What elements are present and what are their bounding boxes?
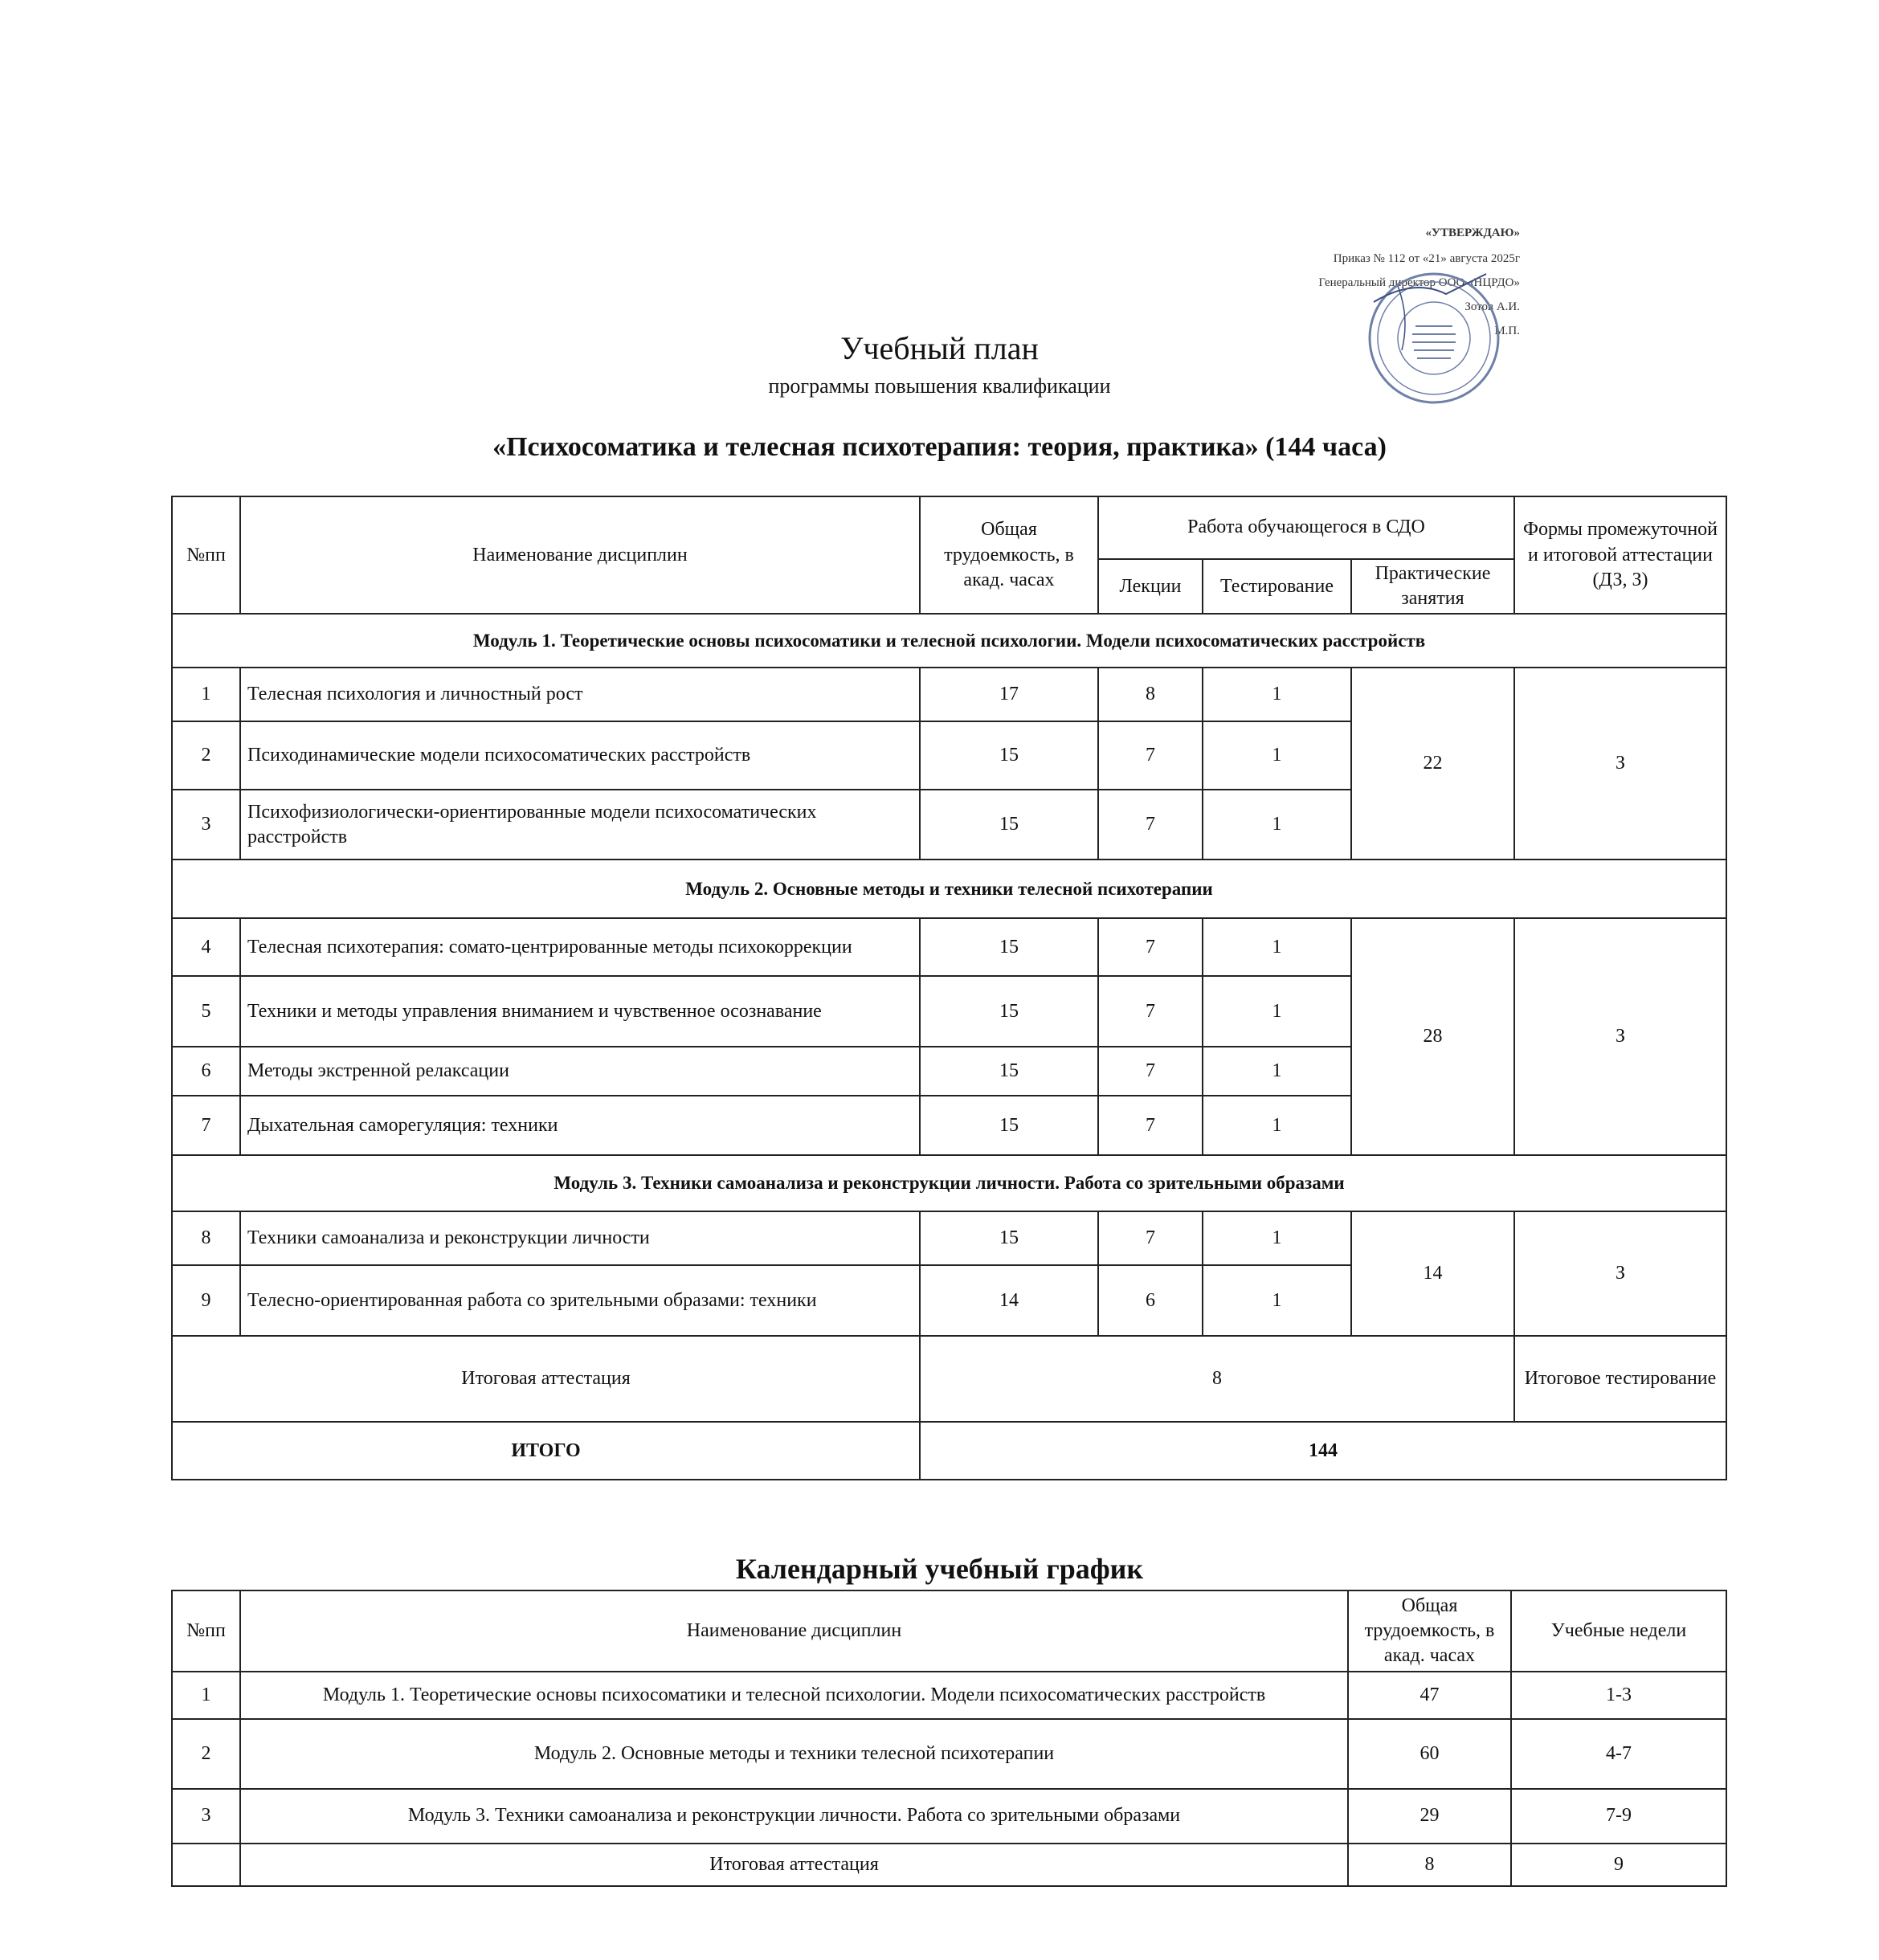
module-practice: 22 — [1351, 668, 1514, 860]
module-row — [172, 860, 1726, 918]
schedule-name: Итоговая аттестация — [240, 1844, 1348, 1886]
schedule-total: 8 — [1348, 1844, 1511, 1886]
schedule-num: 2 — [172, 1719, 240, 1789]
header-num: №пп — [172, 496, 240, 614]
approval-order: Приказ № 112 от «21» августа 2025г — [1333, 252, 1520, 265]
study-plan-table — [171, 496, 1727, 1480]
row-total: 15 — [920, 1047, 1098, 1096]
row-name: Техники самоанализа и реконструкции личности — [240, 1211, 920, 1265]
program-name: «Психосоматика и телесная психотерапия: теория, практика» (144 часа) — [492, 432, 1387, 462]
schedule-title: Календарный учебный график — [735, 1553, 1144, 1585]
row-testing: 1 — [1203, 668, 1351, 721]
schedule-header-row — [172, 1590, 1726, 1672]
row-lectures: 7 — [1098, 1096, 1203, 1155]
row-name: Телесная психотерапия: сомато-центрированные методы психокоррекции — [240, 918, 920, 976]
module-row — [172, 1155, 1726, 1211]
total-label: ИТОГО — [172, 1422, 920, 1480]
row-total: 15 — [920, 721, 1098, 790]
calendar-schedule-table — [171, 1590, 1727, 1887]
schedule-header-name: Наименование дисциплин — [240, 1590, 1348, 1672]
header-forms: Формы промежуточной и итоговой аттестации (ДЗ, З) — [1514, 496, 1726, 614]
schedule-weeks: 4-7 — [1511, 1719, 1726, 1789]
total-hours: 144 — [920, 1422, 1726, 1480]
table-row — [172, 1211, 1726, 1265]
table-row — [172, 918, 1726, 976]
schedule-header-total: Общая трудоемкость, в акад. часах — [1348, 1590, 1511, 1672]
schedule-row — [172, 1719, 1726, 1789]
row-total: 15 — [920, 790, 1098, 860]
header-testing: Тестирование — [1203, 559, 1351, 614]
approval-position: Генеральный директор ООО «НЦРДО» — [1318, 276, 1520, 289]
row-testing: 1 — [1203, 1265, 1351, 1336]
module-practice: 14 — [1351, 1211, 1514, 1336]
row-lectures: 6 — [1098, 1265, 1203, 1336]
row-testing: 1 — [1203, 1047, 1351, 1096]
row-total: 17 — [920, 668, 1098, 721]
module-title: Модуль 2. Основные методы и техники телесной психотерапии — [172, 860, 1726, 918]
row-lectures: 7 — [1098, 721, 1203, 790]
row-num: 5 — [172, 976, 240, 1047]
row-total: 15 — [920, 976, 1098, 1047]
final-form: Итоговое тестирование — [1514, 1336, 1726, 1422]
row-testing: 1 — [1203, 790, 1351, 860]
header-row — [172, 496, 1726, 559]
row-lectures: 7 — [1098, 790, 1203, 860]
schedule-total: 60 — [1348, 1719, 1511, 1789]
schedule-name: Модуль 3. Техники самоанализа и реконструкции личности. Работа со зрительными образами — [240, 1789, 1348, 1844]
row-testing: 1 — [1203, 1096, 1351, 1155]
row-name: Телесная психология и личностный рост — [240, 668, 920, 721]
row-name: Телесно-ориентированная работа со зрительными образами: техники — [240, 1265, 920, 1336]
schedule-num: 3 — [172, 1789, 240, 1844]
row-testing: 1 — [1203, 918, 1351, 976]
header-lectures: Лекции — [1098, 559, 1203, 614]
row-num: 1 — [172, 668, 240, 721]
row-lectures: 7 — [1098, 1211, 1203, 1265]
schedule-num — [172, 1844, 240, 1886]
final-label: Итоговая аттестация — [172, 1336, 920, 1422]
row-total: 15 — [920, 1211, 1098, 1265]
row-testing: 1 — [1203, 1211, 1351, 1265]
schedule-row — [172, 1672, 1726, 1719]
document-title: Учебный план — [840, 330, 1039, 366]
module-title: Модуль 3. Техники самоанализа и реконструкции личности. Работа со зрительными образами — [172, 1155, 1726, 1211]
header-total-hours: Общая трудоемкость, в акад. часах — [920, 496, 1098, 614]
schedule-name: Модуль 2. Основные методы и техники телесной психотерапии — [240, 1719, 1348, 1789]
row-num: 2 — [172, 721, 240, 790]
header-practice: Практические занятия — [1351, 559, 1514, 614]
final-attestation-row — [172, 1336, 1726, 1422]
row-testing: 1 — [1203, 721, 1351, 790]
approval-seal-mark: М.П. — [1494, 325, 1520, 337]
module-form: З — [1514, 668, 1726, 860]
row-name: Психофизиологически-ориентированные модели психосоматических расстройств — [240, 790, 920, 860]
row-num: 7 — [172, 1096, 240, 1155]
row-num: 9 — [172, 1265, 240, 1336]
row-testing: 1 — [1203, 976, 1351, 1047]
module-form: З — [1514, 918, 1726, 1155]
header-name: Наименование дисциплин — [240, 496, 920, 614]
schedule-row — [172, 1789, 1726, 1844]
schedule-header-num: №пп — [172, 1590, 240, 1672]
schedule-weeks: 1-3 — [1511, 1672, 1726, 1719]
row-num: 3 — [172, 790, 240, 860]
schedule-total: 47 — [1348, 1672, 1511, 1719]
row-lectures: 7 — [1098, 918, 1203, 976]
row-name: Техники и методы управления вниманием и чувственное осознавание — [240, 976, 920, 1047]
module-title: Модуль 1. Теоретические основы психосоматики и телесной психологии. Модели психосоматических расстройств — [172, 614, 1726, 668]
row-total: 14 — [920, 1265, 1098, 1336]
row-name: Дыхательная саморегуляция: техники — [240, 1096, 920, 1155]
row-total: 15 — [920, 1096, 1098, 1155]
row-num: 6 — [172, 1047, 240, 1096]
row-num: 8 — [172, 1211, 240, 1265]
module-row — [172, 614, 1726, 668]
module-form: З — [1514, 1211, 1726, 1336]
module-practice: 28 — [1351, 918, 1514, 1155]
schedule-weeks: 7-9 — [1511, 1789, 1726, 1844]
document-subtitle: программы повышения квалификации — [768, 374, 1111, 398]
approval-signer: Зотов А.И. — [1464, 300, 1520, 313]
schedule-total: 29 — [1348, 1789, 1511, 1844]
schedule-header-weeks: Учебные недели — [1511, 1590, 1726, 1672]
row-num: 4 — [172, 918, 240, 976]
row-lectures: 7 — [1098, 1047, 1203, 1096]
schedule-weeks: 9 — [1511, 1844, 1726, 1886]
row-lectures: 8 — [1098, 668, 1203, 721]
table-row — [172, 668, 1726, 721]
row-name: Психодинамические модели психосоматических расстройств — [240, 721, 920, 790]
approval-heading: «УТВЕРЖДАЮ» — [1425, 227, 1520, 239]
schedule-num: 1 — [172, 1672, 240, 1719]
schedule-name: Модуль 1. Теоретические основы психосоматики и телесной психологии. Модели психосоматических расстройств — [240, 1672, 1348, 1719]
row-name: Методы экстренной релаксации — [240, 1047, 920, 1096]
row-total: 15 — [920, 918, 1098, 976]
row-lectures: 7 — [1098, 976, 1203, 1047]
header-work: Работа обучающегося в СДО — [1098, 496, 1514, 559]
final-hours: 8 — [920, 1336, 1514, 1422]
schedule-row — [172, 1844, 1726, 1886]
total-row — [172, 1422, 1726, 1480]
